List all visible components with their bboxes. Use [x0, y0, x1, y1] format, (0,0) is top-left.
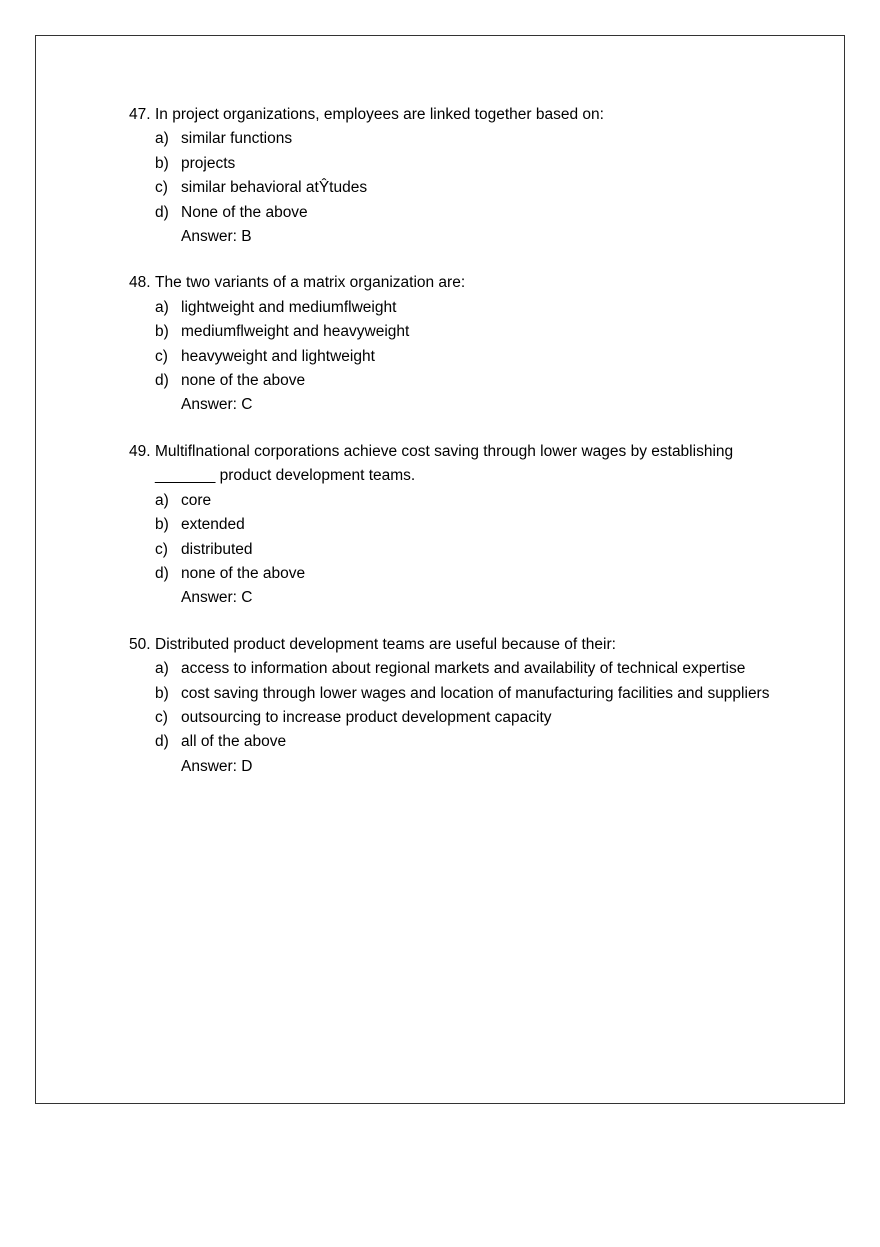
- question-47: [129, 103, 779, 249]
- option-text: none of the above: [181, 372, 306, 390]
- question-number: 49.: [129, 442, 151, 460]
- question-list: [129, 103, 779, 801]
- option-d: [129, 369, 779, 393]
- question-stem: [129, 271, 779, 295]
- option-text: cost saving through lower wages and location of manufacturing facilities and suppliers: [181, 684, 770, 702]
- question-number: 50.: [129, 635, 151, 653]
- option-letter: c): [155, 179, 168, 197]
- question-number: 48.: [129, 274, 151, 292]
- question-text: Multiflnational corporations achieve cost saving through lower wages by establishing _______ product development teams.: [155, 442, 734, 485]
- option-text: access to information about regional markets and availability of technical expertise: [181, 660, 746, 678]
- option-a: [129, 296, 779, 320]
- option-letter: c): [155, 540, 168, 558]
- option-c: [129, 176, 779, 200]
- option-text: mediumflweight and heavyweight: [181, 323, 410, 341]
- option-b: [129, 152, 779, 176]
- option-a: [129, 657, 779, 681]
- option-letter: d): [155, 733, 169, 751]
- option-text: all of the above: [181, 733, 287, 751]
- option-text: outsourcing to increase product development capacity: [181, 708, 552, 726]
- question-50: [129, 633, 779, 779]
- option-d: [129, 562, 779, 586]
- question-text: In project organizations, employees are linked together based on:: [155, 106, 604, 123]
- option-text: core: [181, 491, 212, 509]
- option-letter: a): [155, 130, 169, 148]
- option-text: projects: [181, 154, 236, 172]
- option-d: [129, 201, 779, 225]
- option-letter: d): [155, 372, 169, 390]
- answer-text: Answer: D: [181, 757, 253, 775]
- option-b: [129, 513, 779, 537]
- question-stem: [129, 103, 779, 127]
- answer-text: Answer: C: [181, 396, 253, 414]
- option-text: heavyweight and lightweight: [181, 347, 375, 365]
- option-c: [129, 706, 779, 730]
- option-c: [129, 345, 779, 369]
- option-text: extended: [181, 516, 245, 534]
- option-letter: d): [155, 203, 169, 221]
- option-letter: c): [155, 347, 168, 365]
- answer-text: Answer: C: [181, 589, 253, 607]
- option-letter: a): [155, 660, 169, 678]
- option-text: lightweight and mediumflweight: [181, 298, 397, 316]
- option-letter: d): [155, 564, 169, 582]
- question-48: [129, 271, 779, 417]
- option-letter: b): [155, 516, 169, 534]
- option-a: [129, 489, 779, 513]
- option-text: none of the above: [181, 564, 306, 582]
- question-49: [129, 440, 779, 611]
- option-text: None of the above: [181, 203, 308, 221]
- option-a: [129, 127, 779, 151]
- option-letter: a): [155, 298, 169, 316]
- option-text: similar functions: [181, 130, 293, 148]
- option-d: [129, 730, 779, 754]
- question-stem: [129, 440, 779, 489]
- answer-text: Answer: B: [181, 228, 252, 246]
- question-text: The two variants of a matrix organization are:: [155, 274, 466, 292]
- option-text: distributed: [181, 540, 253, 558]
- question-number: 47.: [129, 106, 151, 123]
- option-letter: a): [155, 491, 169, 509]
- option-letter: c): [155, 708, 168, 726]
- option-b: [129, 320, 779, 344]
- option-text: similar behavioral atŶtudes: [181, 179, 368, 197]
- option-b: [129, 682, 779, 706]
- option-letter: b): [155, 154, 169, 172]
- question-text: Distributed product development teams are useful because of their:: [155, 635, 616, 653]
- option-c: [129, 538, 779, 562]
- option-letter: b): [155, 323, 169, 341]
- option-letter: b): [155, 684, 169, 702]
- question-stem: [129, 633, 779, 657]
